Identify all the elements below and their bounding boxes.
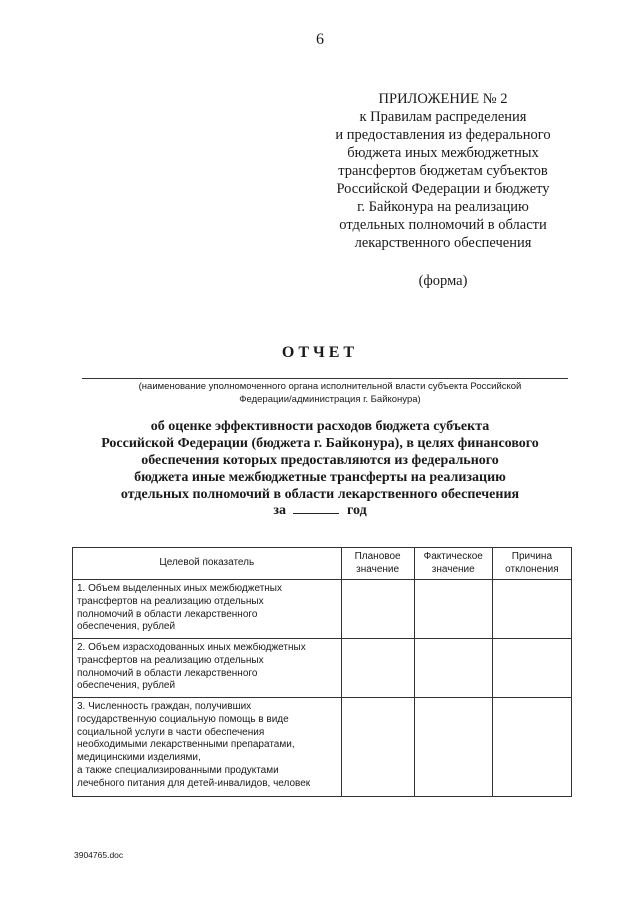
table-row [73, 698, 572, 797]
period-year-blank [293, 503, 339, 514]
indicator-text: 1. Объем выделенных иных межбюджетных трансфертов на реализацию отдельных полномочий в области лекарственного обеспечения, рублей [77, 583, 282, 633]
table-row [73, 580, 572, 639]
page-number: 6 [316, 31, 324, 48]
appendix-title: ПРИЛОЖЕНИЕ № 2 [378, 91, 508, 107]
indicator-text: 2. Объем израсходованных иных межбюджетных трансфертов на реализацию отдельных полномочий в области лекарственного обеспечения, рублей [77, 642, 306, 692]
document-file-code: 3904765.doc [74, 850, 124, 860]
indicators-table [72, 547, 572, 797]
report-title: ОТЧЕТ [281, 344, 359, 361]
plan-value-cell [341, 639, 414, 698]
report-subject: об оценке эффективности расходов бюджета субъекта Российской Федерации (бюджета г. Байконура), в целях финансового обеспечения которых предоставляются из федерального бюджета иные межбюджетные трансферты на реализацию отдельных полномочий в области лекарственного обеспечения [101, 419, 539, 502]
header-plan: Плановое значение [341, 548, 414, 580]
table-row [73, 639, 572, 698]
table-header-row [73, 548, 572, 580]
indicator-text: 3. Численность граждан, получивших государственную социальную помощь в виде социальной услуги в части обеспечения необходимыми лекарственными препаратами, медицинскими изделиями, а также специализированными продуктами лечебного питания для детей-инвалидов, человек [77, 701, 311, 789]
header-indicator: Целевой показатель [73, 548, 342, 580]
header-reason: Причина отклонения [492, 548, 571, 580]
period-suffix: год [346, 503, 367, 518]
plan-value-cell [341, 698, 414, 797]
indicator-cell [73, 698, 342, 797]
indicator-cell [73, 639, 342, 698]
appendix-block [318, 90, 568, 290]
report-period [0, 503, 640, 519]
fact-value-cell [414, 698, 492, 797]
authority-name-caption: (наименование уполномоченного органа исполнительной власти субъекта Российской Федерации/администрация г. Байконура) [138, 381, 522, 405]
header-fact: Фактическое значение [414, 548, 492, 580]
appendix-body: к Правилам распределения и предоставления из федерального бюджета иных межбюджетных трансфертов бюджетам субъектов Российской Федерации и бюджету г. Байконура на реализацию отдельных полномочий в области лекарственного обеспечения [335, 109, 551, 251]
fact-value-cell [414, 580, 492, 639]
form-label: (форма) [418, 273, 468, 289]
period-prefix: за [273, 503, 286, 518]
reason-cell [492, 639, 571, 698]
fact-value-cell [414, 639, 492, 698]
reason-cell [492, 580, 571, 639]
reason-cell [492, 698, 571, 797]
authority-name-line [82, 378, 568, 379]
plan-value-cell [341, 580, 414, 639]
indicator-cell [73, 580, 342, 639]
